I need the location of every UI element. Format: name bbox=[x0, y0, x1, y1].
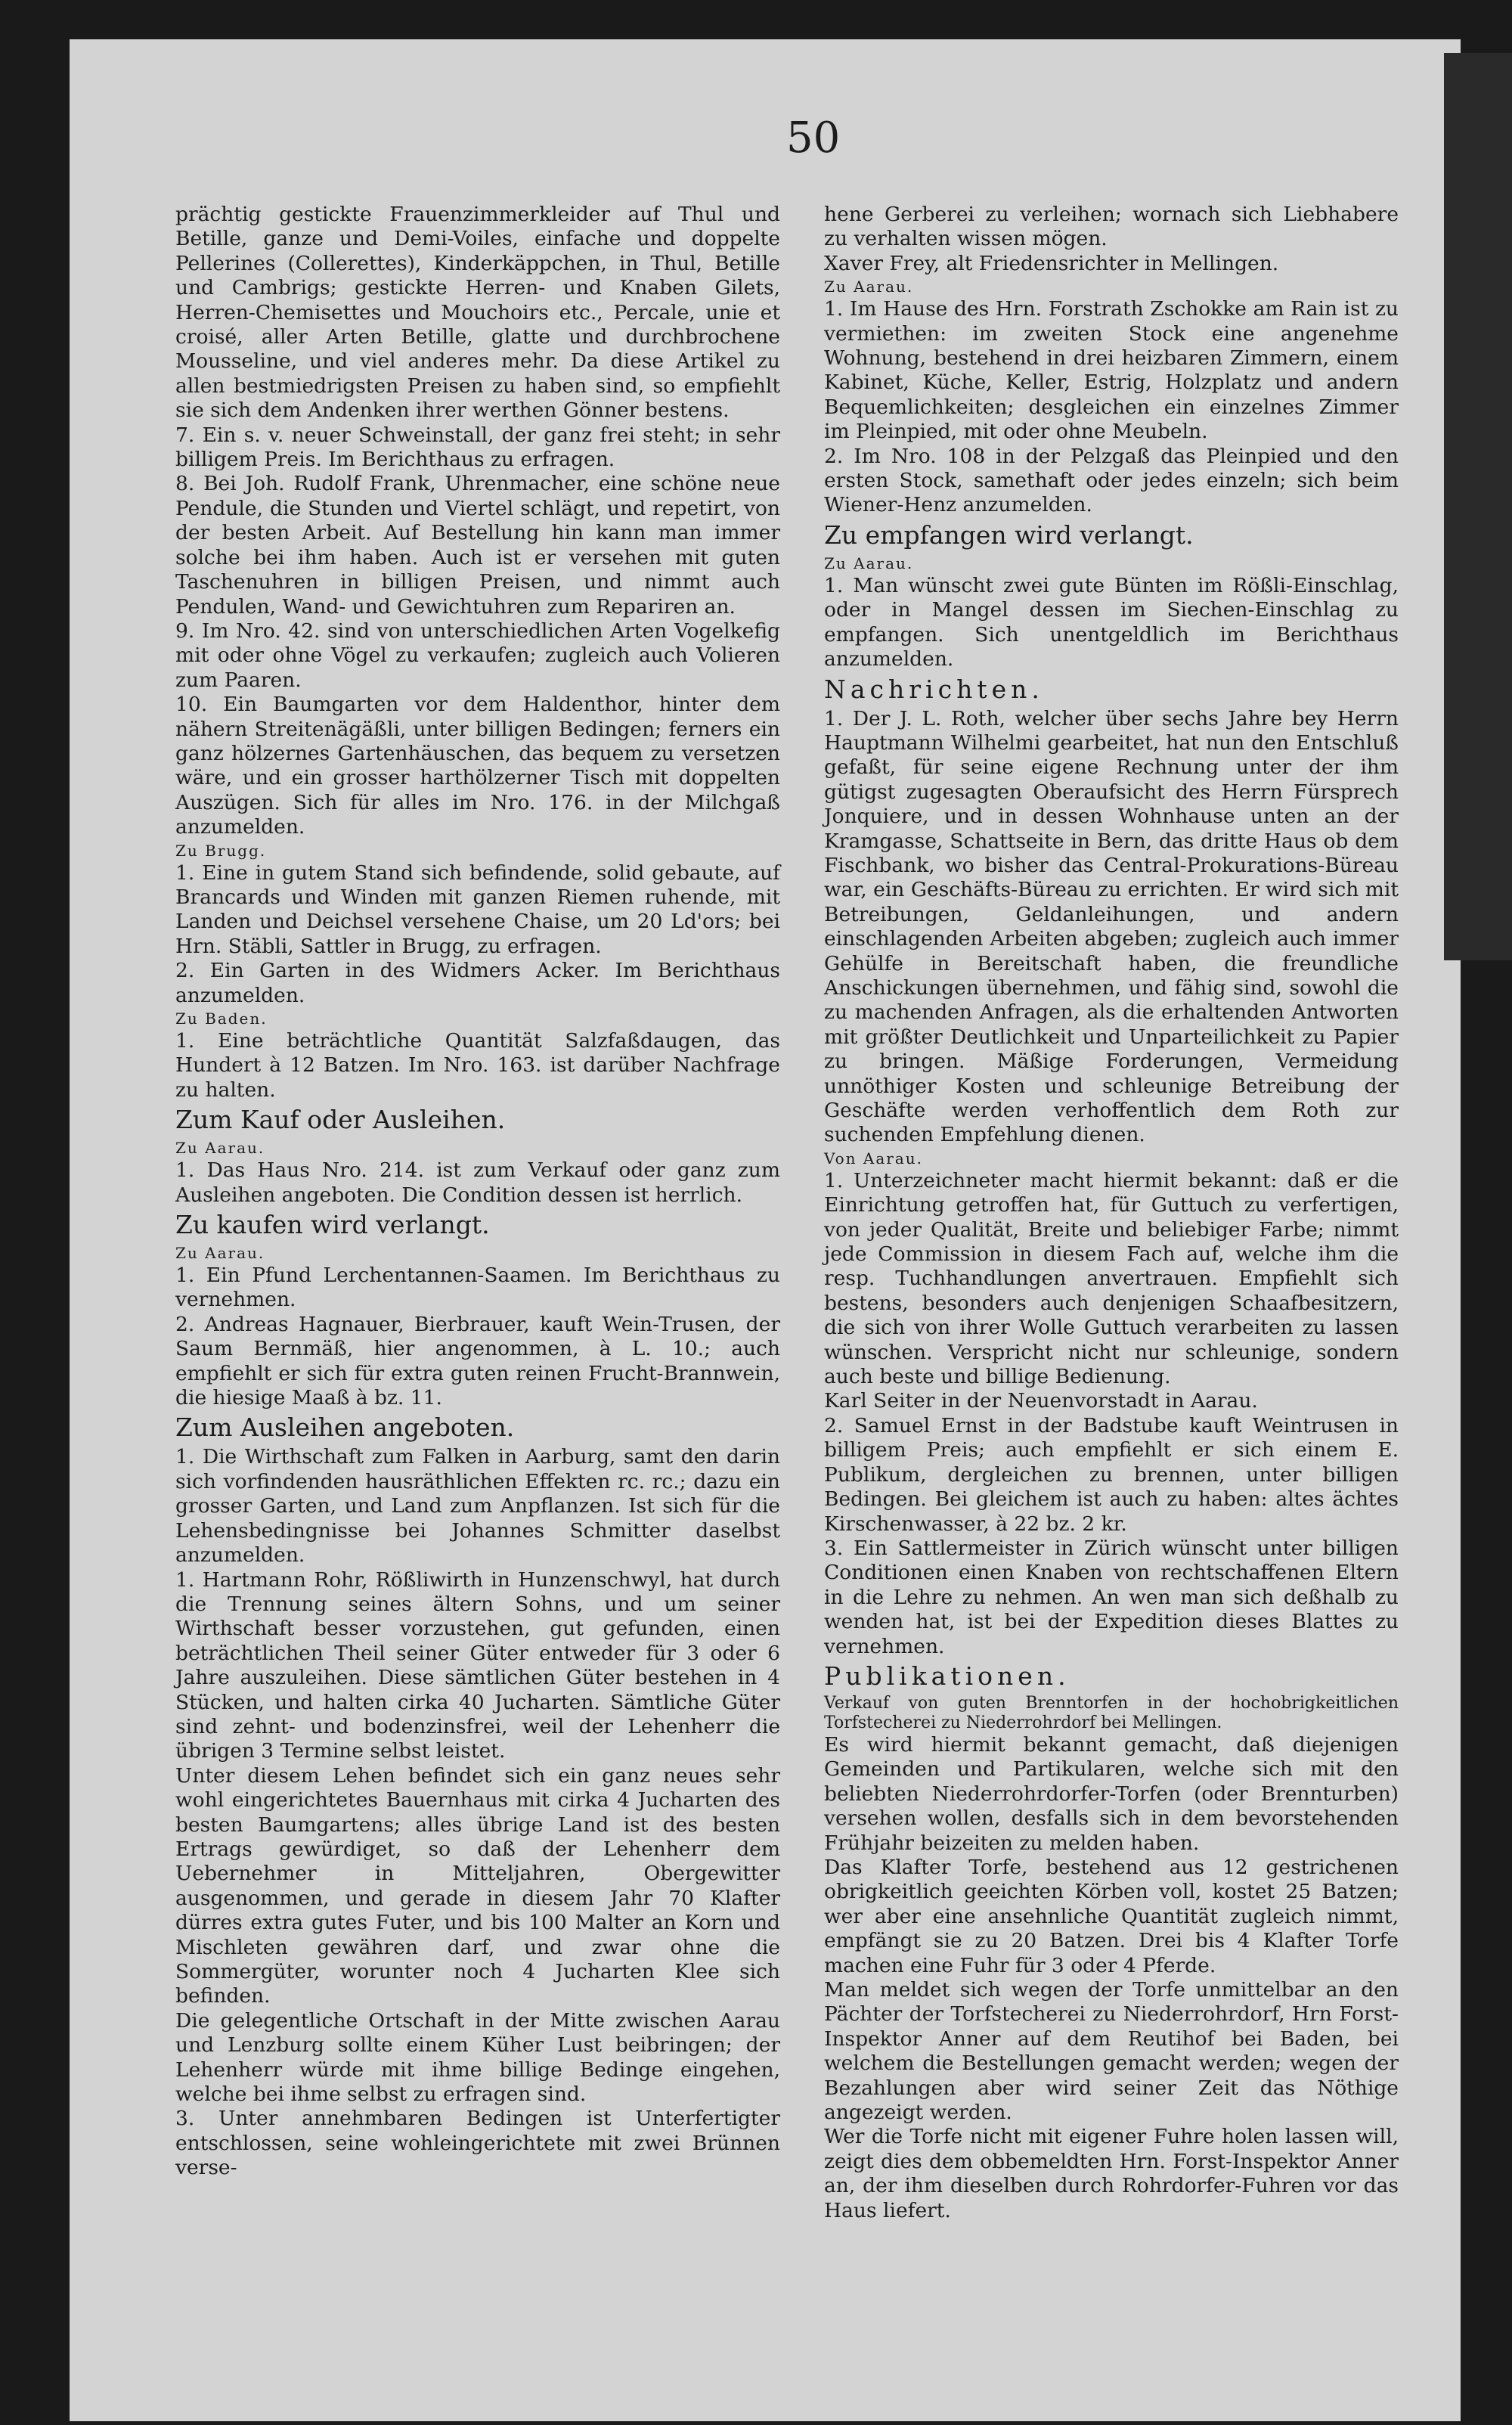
location-subheading: Zu Brugg. bbox=[175, 841, 267, 860]
paragraph: 1. Eine in gutem Stand sich befindende, solid gebaute, auf Brancards und Winden mit ganzen Riemen ruhende, mit Landen und Deichsel versehene Chaise, um 20 Ld'ors; bei Hrn. Stäbli, Sattler in Brugg, zu erfragen. bbox=[175, 861, 780, 958]
paragraph: Die gelegentliche Ortschaft in der Mitte zwischen Aarau und Lenzburg sollte einem Küher Lust beibringen; der Lehenherr würde mit ihme billige Bedinge eingehen, welche bei ihme selbst zu erfragen sind. bbox=[175, 2008, 780, 2107]
page-number: 50 bbox=[786, 113, 841, 163]
paragraph: 1. Der J. L. Roth, welcher über sechs Jahre bey Herrn Hauptmann Wilhelmi gearbeitet, hat nun den Entschluß gefaßt, für seine eigene Rechnung unter der ihm gütigst zugesagten Oberaufsicht des Herrn Fürsprech Jonquiere, und in dessen Wohnhause unten an der Kramgasse, Schattseite in Bern, das dritte Haus ob dem Fischbank, wo bisher das Central-Prokurations-Büreau war, ein Geschäfts-Büreau zu errichten. Er wird sich mit Betreibungen, Geldanleihungen, und andern einschlagenden Arbeiten abgeben; zugleich auch immer Gehülfe in Bereitschaft haben, die freundliche Anschickungen übernehmen, und fähig sind, sowohl die zu machenden Anfragen, als die erhaltenden Antworten mit größter Deutlichkeit und Unparteilichkeit zu Papier zu bringen. Mäßige Forderungen, Vermeidung unnöthiger Kosten und schleunige Betreibung der Geschäfte werden verhoffentlich dem Roth zur suchenden Empfehlung dienen. bbox=[824, 706, 1399, 1147]
paragraph: 3. Ein Sattlermeister in Zürich wünscht unter billigen Conditionen einen Knaben von rechtschaffenen Eltern in die Lehre zu nehmen. An wen man sich deßhalb zu wenden hat, ist bei der Expedition dieses Blattes zu vernehmen. bbox=[824, 1536, 1399, 1658]
location-subheading: Zu Aarau. bbox=[824, 554, 914, 572]
paragraph: 1. Hartmann Rohr, Rößliwirth in Hunzenschwyl, hat durch die Trennung seines ältern Sohns, und um seiner Wirthschaft besser vorzustehen, gut gefunden, einen beträchtlichen Theil seiner Güter entweder für 3 oder 6 Jahre auszuleihen. Diese sämtlichen Güter bestehen in 4 Stücken, und halten cirka 40 Jucharten. Sämtliche Güter sind zehnt- und bodenzinsfrei, weil der Lehenherr die übrigen 3 Termine selbst leistet. bbox=[175, 1568, 780, 1763]
paragraph: 1. Im Hause des Hrn. Forstrath Zschokke am Rain ist zu vermiethen: im zweiten Stock eine angenehme Wohnung, bestehend in drei heizbaren Zimmern, einem Kabinet, Küche, Keller, Estrig, Holzplatz und andern Bequemlichkeiten; desgleichen ein einzelnes Zimmer im Pleinpied, mit oder ohne Meubeln. bbox=[824, 297, 1399, 444]
notice-subtitle: Verkauf von guten Brenntorfen in der hochobrigkeitlichen Torfstecherei zu Niederrohrdorf bei Mellingen. bbox=[824, 1693, 1399, 1732]
paragraph: 10. Ein Baumgarten vor dem Haldenthor, hinter dem nähern Streitenägäßli, unter billigen Bedingen; ferners ein ganz hölzernes Gartenhäuschen, das bequem zu versetzen wäre, und ein grosser harthölzerner Tisch mit doppelten Auszügen. Sich für alles im Nro. 176. in der Milchgaß anzumelden. bbox=[175, 693, 780, 839]
paragraph: Unter diesem Lehen befindet sich ein ganz neues sehr wohl eingerichtetes Bauernhaus mit cirka 4 Jucharten des besten Baumgartens; alles übrige Land ist des besten Ertrags gewürdiget, so daß der Lehenherr dem Uebernehmer in Mitteljahren, Obergewitter ausgenommen, und gerade in diesem Jahr 70 Klafter dürres extra gutes Futer, und bis 100 Malter an Korn und Mischleten gewähren darf, und zwar ohne die Sommergüter, worunter noch 4 Jucharten Klee sich befinden. bbox=[175, 1763, 780, 2008]
signature-line: Karl Seiter in der Neuenvorstadt in Aarau. bbox=[824, 1389, 1258, 1413]
paragraph: hene Gerberei zu verleihen; wornach sich Liebhabere zu verhalten wissen mögen. bbox=[824, 203, 1399, 251]
paragraph: 3. Unter annehmbaren Bedingen ist Unterfertigter entschlossen, seine wohleingerichtete mit zwei Brünnen verse- bbox=[175, 2107, 780, 2180]
section-heading: Zu kaufen wird verlangt. bbox=[175, 1210, 490, 1240]
paragraph: 2. Im Nro. 108 in der Pelzgaß das Pleinpied und den ersten Stock, samethaft oder jedes einzeln; sich beim Wiener-Henz anzumelden. bbox=[824, 444, 1399, 517]
paragraph: 2. Andreas Hagnauer, Bierbrauer, kauft Wein-Trusen, der Saum Bernmäß, hier angenommen, à L. 10.; auch empfiehlt er sich für extra guten reinen Frucht-Brannwein, die hiesige Maaß à bz. 11. bbox=[175, 1312, 780, 1410]
location-subheading: Zu Baden. bbox=[175, 1009, 268, 1028]
paragraph: prächtig gestickte Frauenzimmerkleider auf Thul und Betille, ganze und Demi-Voiles, einfache und doppelte Pellerines (Collerettes), Kinderkäppchen, in Thul, Betille und Cambrigs; gestickte Herren- und Knaben Gilets, Herren-Chemisettes und Mouchoirs etc., Percale, unie et croisé, aller Arten Betille, glatte und durchbrochene Mousseline, und viel anderes mehr. Da diese Artikel zu allen bestmiedrigsten Preisen zu haben sind, so empfiehlt sie sich dem Andenken ihrer werthen Gönner bestens. bbox=[175, 203, 780, 423]
paragraph: 1. Unterzeichneter macht hiermit bekannt: daß er die Einrichtung getroffen hat, für Guttuch zu verfertigen, von jeder Qualität, Breite und beliebiger Farbe; nimmt jede Commission in diesem Fach auf, welche ihm die resp. Tuchhandlungen anvertrauen. Empfiehlt sich bestens, besonders auch denjenigen Schaafbesitzern, die sich von ihrer Wolle Guttuch verarbeiten zu lassen wünschen. Verspricht nicht nur schleunige, sondern auch beste und billige Bedienung. bbox=[824, 1168, 1399, 1389]
location-subheading: Zu Aarau. bbox=[824, 278, 914, 296]
signature-line: Xaver Frey, alt Friedensrichter in Mellingen. bbox=[824, 251, 1279, 275]
paragraph: Das Klafter Torfe, bestehend aus 12 gestrichenen obrigkeitlich geeichten Körben voll, kostet 25 Batzen; wer aber eine ansehnliche Quantität zugleich nimmt, empfängt sie zu 20 Batzen. Drei bis 4 Klafter Torfe machen eine Fuhr für 3 oder 4 Pferde. bbox=[824, 1855, 1399, 1977]
paragraph: 7. Ein s. v. neuer Schweinstall, der ganz frei steht; in sehr billigem Preis. Im Berichthaus zu erfragen. bbox=[175, 423, 780, 472]
paragraph: 9. Im Nro. 42. sind von unterschiedlichen Arten Vogelkefig mit oder ohne Vögel zu verkaufen; zugleich auch Volieren zum Paaren. bbox=[175, 619, 780, 692]
section-heading: Zum Ausleihen angeboten. bbox=[175, 1413, 515, 1443]
paragraph: 1. Man wünscht zwei gute Bünten im Rößli-Einschlag, oder in Mangel dessen im Siechen-Einschlag zu empfangen. Sich unentgeldlich im Berichthaus anzumelden. bbox=[824, 573, 1399, 671]
location-subheading: Zu Aarau. bbox=[175, 1139, 265, 1158]
section-heading: Nachrichten. bbox=[824, 674, 1044, 704]
section-heading: Publikationen. bbox=[824, 1661, 1070, 1691]
section-heading: Zum Kauf oder Ausleihen. bbox=[175, 1105, 506, 1135]
paragraph: 8. Bei Joh. Rudolf Frank, Uhrenmacher, eine schöne neue Pendule, die Stunden und Viertel schlägt, und repetirt, von der besten Arbeit. Auf Bestellung hin kann man immer solche bei ihm haben. Auch ist er versehen mit guten Taschenuhren in billigen Preisen, und nimmt auch Pendulen, Wand- und Gewichtuhren zum Repariren an. bbox=[175, 472, 780, 619]
paragraph: 2. Ein Garten in des Widmers Acker. Im Berichthaus anzumelden. bbox=[175, 959, 780, 1007]
paragraph: 2. Samuel Ernst in der Badstube kauft Weintrusen in billigem Preis; auch empfiehlt er sich einem E. Publikum, dergleichen zu brennen, unter billigen Bedingen. Bei gleichem ist auch zu haben: altes ächtes Kirschenwasser, à 22 bz. 2 kr. bbox=[824, 1413, 1399, 1536]
paragraph: 1. Das Haus Nro. 214. ist zum Verkauf oder ganz zum Ausleihen angeboten. Die Condition dessen ist herrlich. bbox=[175, 1158, 780, 1207]
paragraph: Man meldet sich wegen der Torfe unmittelbar an den Pächter der Torfstecherei zu Niederrohrdorf, Hrn Forst-Inspektor Anner auf dem Reutihof bei Baden, bei welchem die Bestellungen gemacht werden; wegen der Bezahlungen aber wird seiner Zeit das Nöthige angezeigt werden. bbox=[824, 1978, 1399, 2125]
left-column bbox=[175, 203, 780, 2181]
paragraph: Wer die Torfe nicht mit eigener Fuhre holen lassen will, zeigt dies dem obbemeldten Hrn. Forst-Inspektor Anner an, der ihm dieselben durch Rohrdorfer-Fuhren vor das Haus liefert. bbox=[824, 2125, 1399, 2222]
paragraph: 1. Die Wirthschaft zum Falken in Aarburg, samt den darin sich vorfindenden hausräthlichen Effekten rc. rc.; dazu ein grosser Garten, und Land zum Anpflanzen. Ist sich für die Lehensbedingnisse bei Johannes Schmitter daselbst anzumelden. bbox=[175, 1445, 780, 1568]
location-subheading: Zu Aarau. bbox=[175, 1244, 265, 1263]
section-heading: Zu empfangen wird verlangt. bbox=[824, 519, 1194, 550]
paragraph: Es wird hiermit bekannt gemacht, daß diejenigen Gemeinden und Partikularen, welche sich mit den beliebten Niederrohrdorfer-Torfen (oder Brennturben) versehen wollen, desfalls sich in dem bevorstehenden Frühjahr beizeiten zu melden haben. bbox=[824, 1732, 1399, 1855]
next-page-edge bbox=[1444, 53, 1512, 960]
paragraph: 1. Ein Pfund Lerchentannen-Saamen. Im Berichthaus zu vernehmen. bbox=[175, 1264, 780, 1312]
location-subheading: Von Aarau. bbox=[824, 1149, 923, 1168]
right-column bbox=[824, 203, 1399, 2223]
paragraph: 1. Eine beträchtliche Quantität Salzfaßdaugen, das Hundert à 12 Batzen. Im Nro. 163. ist darüber Nachfrage zu halten. bbox=[175, 1029, 780, 1102]
